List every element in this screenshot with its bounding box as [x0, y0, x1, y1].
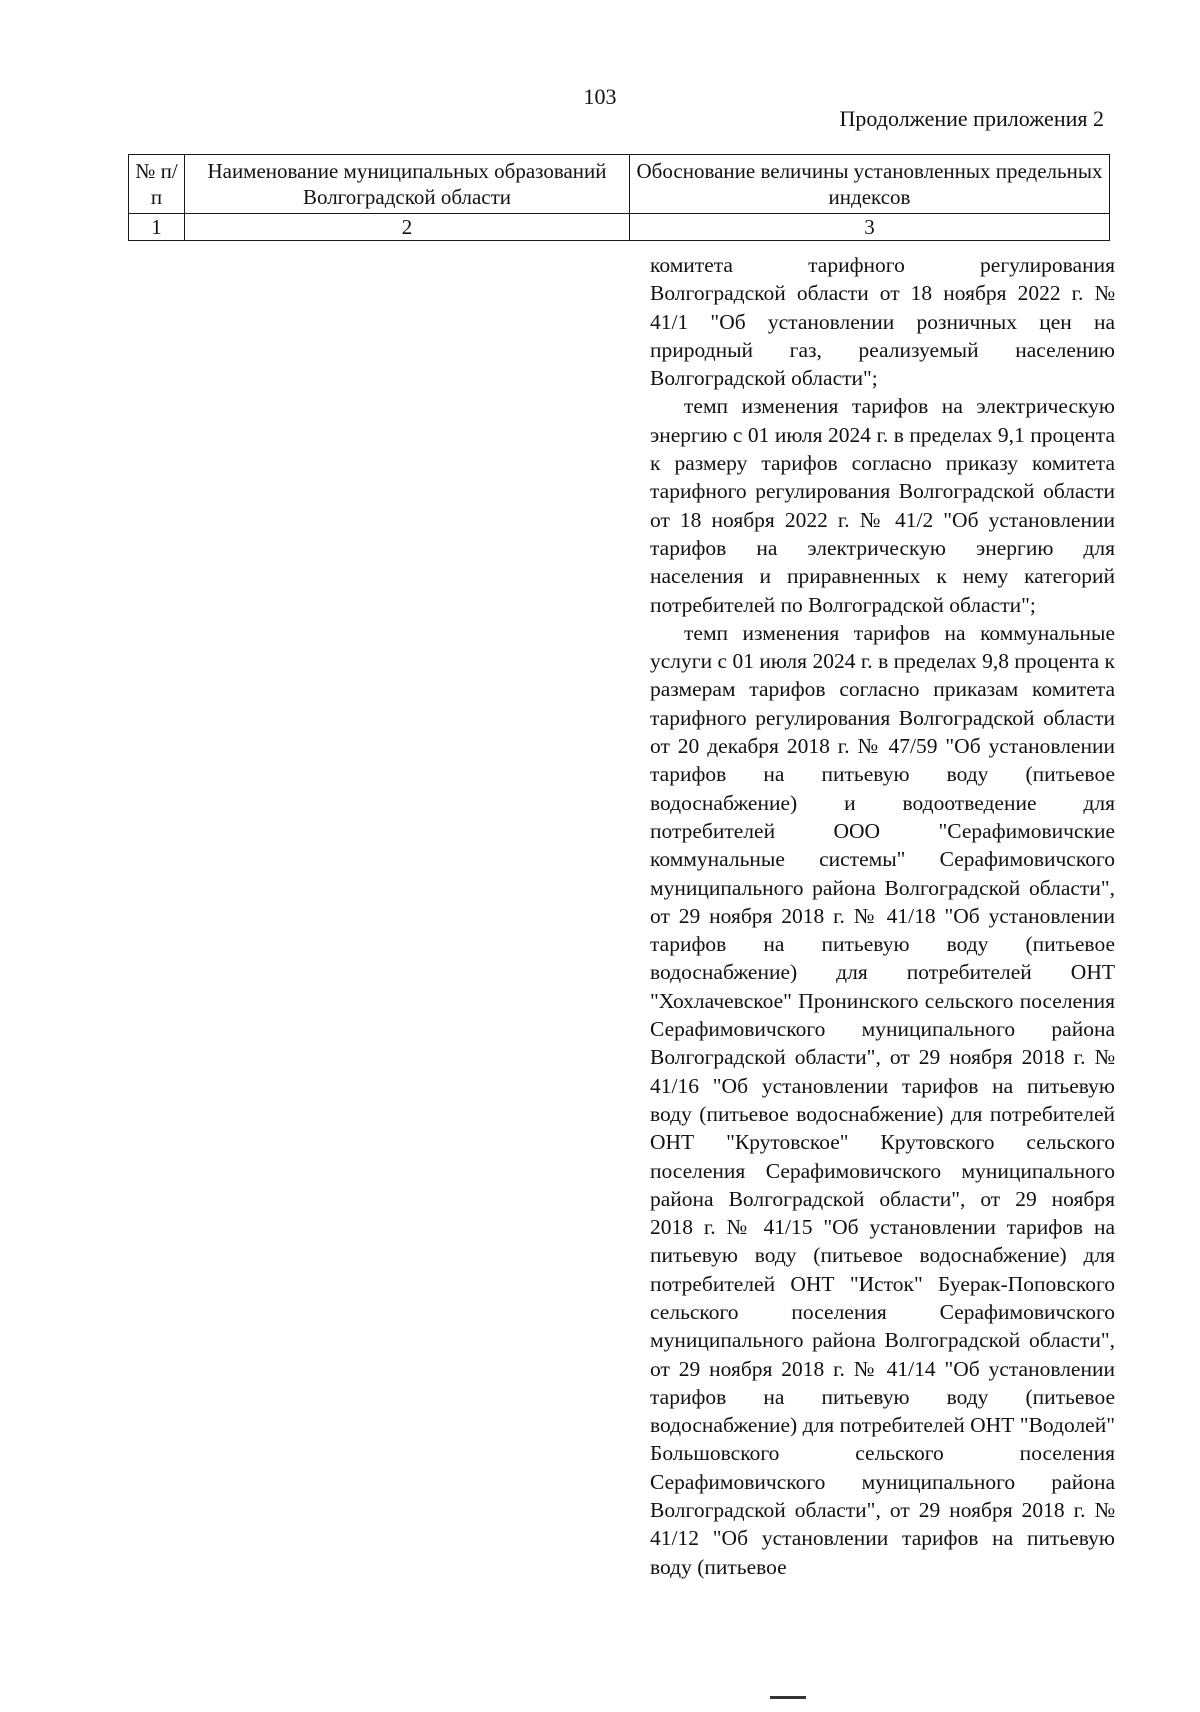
page-number: 103 [583, 84, 617, 109]
footer-mark [770, 1696, 806, 1699]
header-number-label: № п/п [135, 159, 178, 209]
column-number-3: 3 [630, 214, 1110, 241]
header-cell-municipality [185, 155, 630, 214]
header-cell-justification [630, 155, 1110, 214]
table-header [128, 154, 1110, 241]
header-municipality-label: Наименование муниципальных образований Волгоградской области [207, 159, 607, 209]
header-cell-number [129, 155, 185, 214]
header-justification-label: Обоснование величины установленных предельных индексов [636, 159, 1103, 209]
table-column-numbers-row [129, 214, 1110, 241]
paragraph-gas-prices: комитета тарифного регулирования Волгоградской области от 18 ноября 2022 г. № 41/1 "Об установлении розничных цен на природный газ, реализуемый населению Волгоградской области"; [650, 253, 1115, 391]
paragraph-electricity-tariffs: темп изменения тарифов на электрическую энергию с 01 июля 2024 г. в пределах 9,1 процента к размеру тарифов согласно приказу комитета тарифного регулирования Волгоградской области от 18 ноября 2022 г. № 41/2 "Об установлении тарифов на электрическую энергию для населения и приравненных к нему категорий потребителей по Волгоградской области"; [650, 394, 1115, 617]
table-header-row [129, 155, 1110, 214]
column-number-1: 1 [129, 214, 185, 241]
appendix-continuation: Продолжение приложения 2 [839, 106, 1104, 131]
paragraph-communal-tariffs: темп изменения тарифов на коммунальные услуги с 01 июля 2024 г. в пределах 9,8 процента к размерам тарифов согласно приказам комитета тарифного регулирования Волгоградской области от 20 декабря 2018 г. № 47/59 "Об установлении тарифов на питьевую воду (питьевое водоснабжение) и водоотведение для потребителей ООО "Серафимовичские коммунальные системы" Серафимовичского муниципального района Волгоградской области", от 29 ноября 2018 г. № 41/18 "Об установлении тарифов на питьевую воду (питьевое водоснабжение) для потребителей ОНТ "Хохлачевское" Пронинского сельского поселения Серафимовичского муниципального района Волгоградской области", от 29 ноября 2018 г. № 41/16 "Об установлении тарифов на питьевую воду (питьевое водоснабжение) для потребителей ОНТ "Крутовское" Крутовского сельского поселения Серафимовичского муниципального района Волгоградской области", от 29 ноября 2018 г. № 41/15 "Об установлении тарифов на питьевую воду (питьевое водоснабжение) для потребителей ОНТ "Исток" Буерак-Поповского сельского поселения Серафимовичского муниципального района Волгоградской области", от 29 ноября 2018 г. № 41/14 "Об установлении тарифов на питьевую воду (питьевое водоснабжение) для потребителей ОНТ "Водолей" Большовского сельского поселения Серафимовичского муниципального района Волгоградской области", от 29 ноября 2018 г. № 41/12 "Об установлении тарифов на питьевую воду (питьевое [650, 620, 1115, 1579]
justification-text [650, 251, 1115, 1581]
column-number-2: 2 [185, 214, 630, 241]
